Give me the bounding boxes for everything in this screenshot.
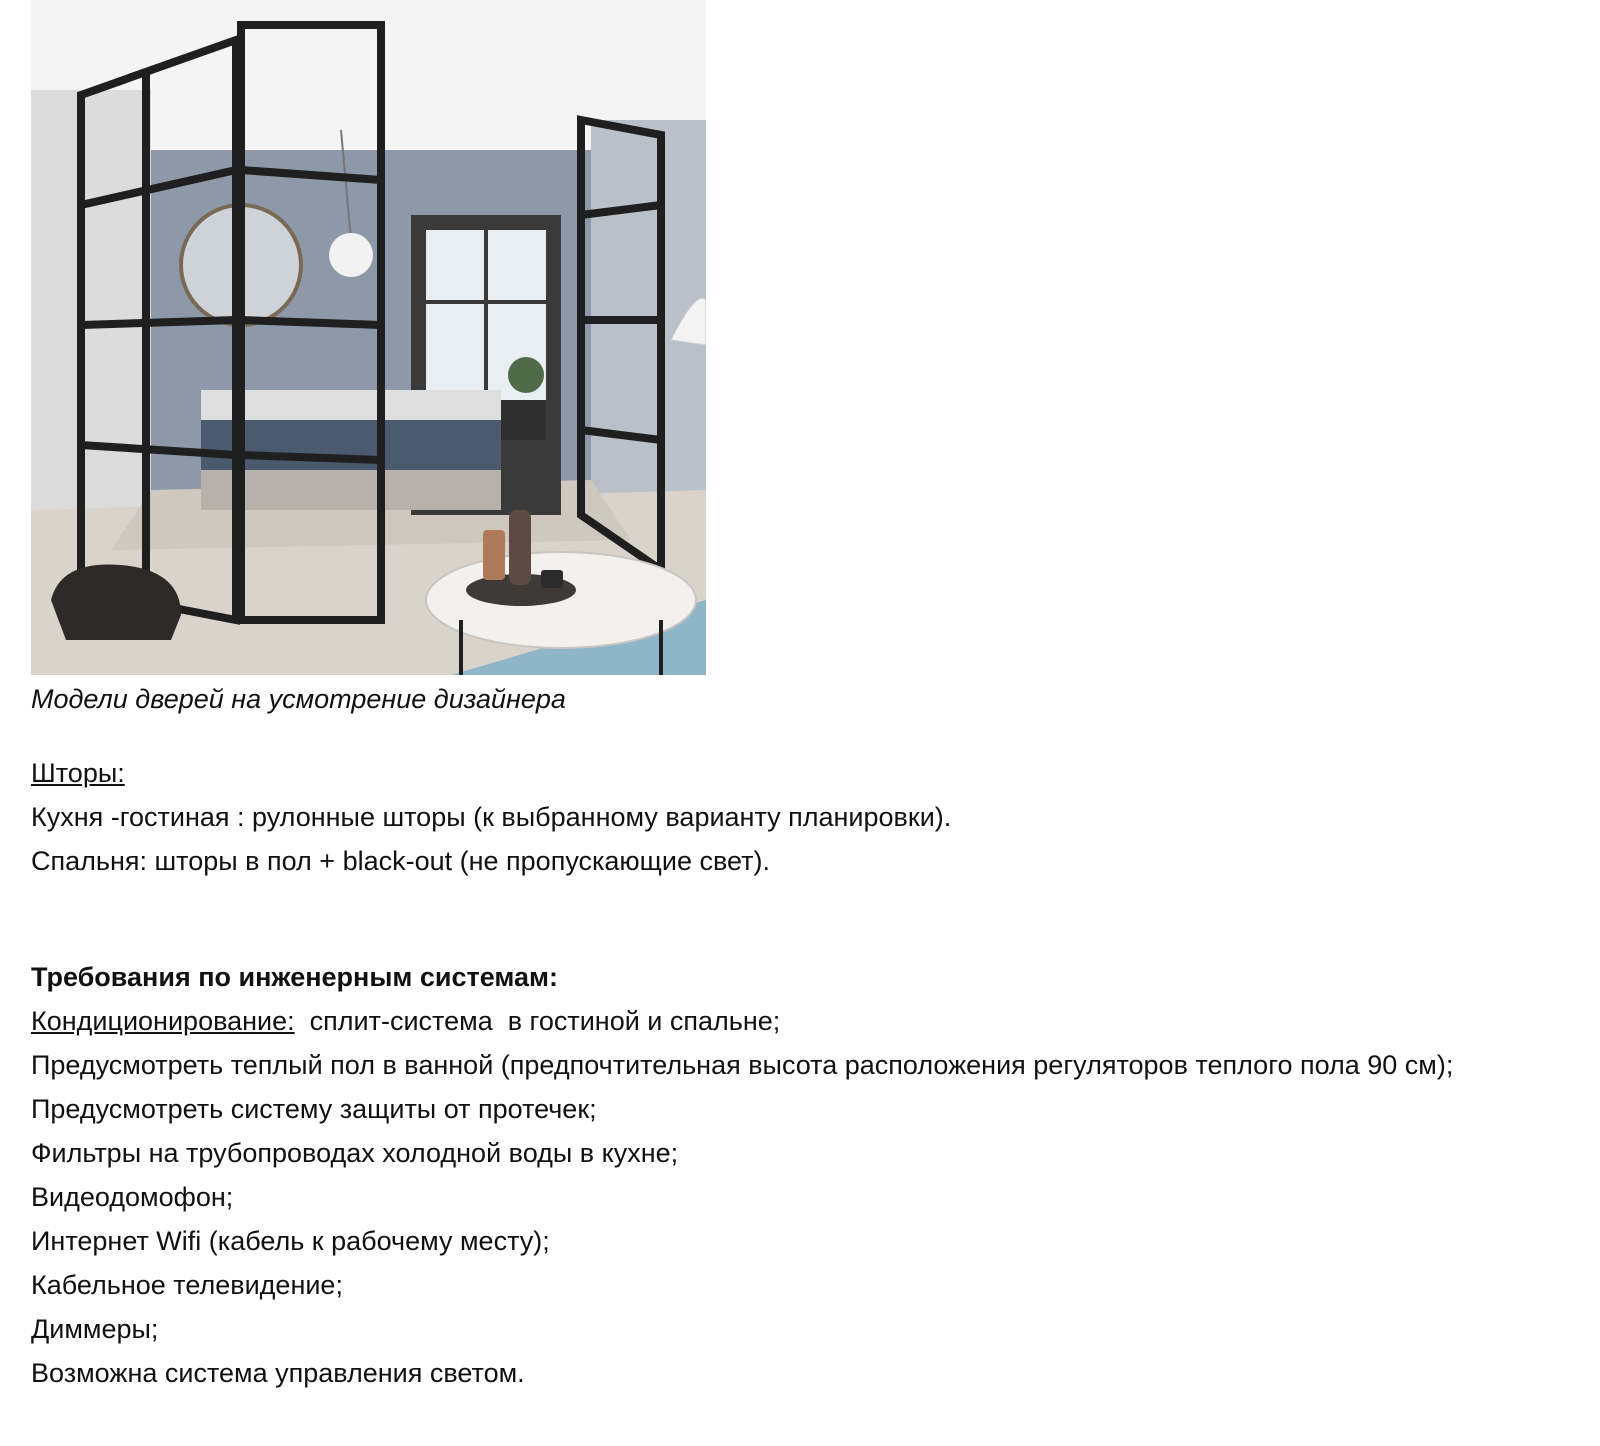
curtains-kitchen: Кухня -гостиная : рулонные шторы (к выбранному варианту планировки). <box>31 802 952 832</box>
list-item: Диммеры; <box>31 1314 159 1344</box>
list-item: Фильтры на трубопроводах холодной воды в кухне; <box>31 1138 679 1168</box>
curtains-bedroom: Спальня: шторы в пол + black-out (не пропускающие свет). <box>31 846 771 876</box>
list-item: Интернет Wifi (кабель к рабочему месту); <box>31 1226 550 1256</box>
engineering-heading: Требования по инженерным системам: <box>31 962 558 992</box>
list-item: Возможна система управления светом. <box>31 1358 525 1388</box>
conditioning-label: Кондиционирование: <box>31 1006 295 1036</box>
conditioning-value: сплит-система в гостиной и спальне; <box>294 1006 781 1036</box>
list-item: Видеодомофон; <box>31 1182 234 1212</box>
image-caption: Модели дверей на усмотрение дизайнера <box>31 684 566 714</box>
list-item: Предусмотреть теплый пол в ванной (предпочтительная высота расположения регуляторов теплого пола 90 см); <box>31 1050 1454 1080</box>
list-item: Предусмотреть систему защиты от протечек; <box>31 1094 597 1124</box>
curtains-heading: Шторы: <box>31 758 125 788</box>
interior-photo <box>31 0 706 675</box>
conditioning-line <box>31 1005 780 1037</box>
list-item: Кабельное телевидение; <box>31 1270 343 1300</box>
